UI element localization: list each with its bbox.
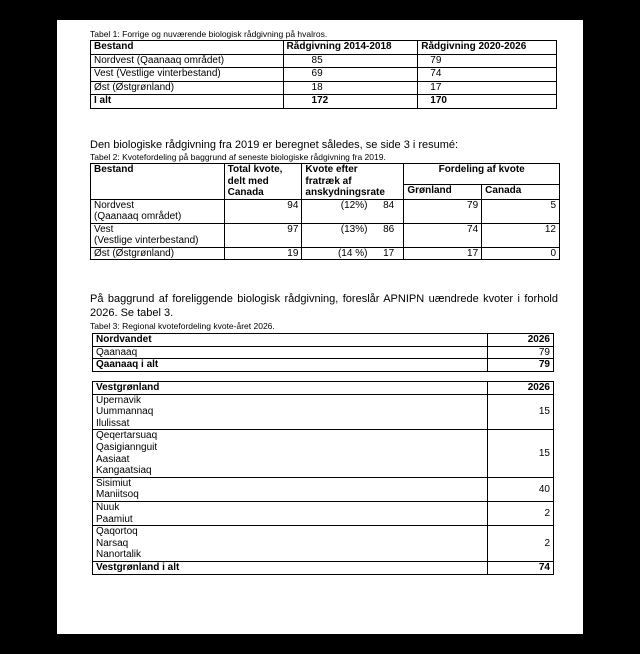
t2-header-kvote	[302, 164, 404, 200]
t2-pct: (12%)	[340, 199, 368, 211]
t1-header-2014: Rådgivning 2014-2018	[283, 41, 418, 55]
t1-cell: 74	[418, 68, 557, 82]
t3-year: 2026	[488, 382, 554, 395]
t1-header-bestand: Bestand	[91, 41, 284, 55]
t3-place: Qeqertarsuaq	[93, 430, 488, 442]
t3-vest-total-value: 74	[488, 561, 554, 574]
t3-vest-header: Vestgrønland	[93, 382, 488, 395]
t3-place: Aasiaat	[93, 454, 488, 466]
t2-pct: (13%)	[340, 223, 368, 235]
t3-place: Qaqortoq	[93, 526, 488, 538]
t3-place: Maniitsoq	[93, 489, 488, 501]
t3-group-value: 2	[488, 526, 554, 562]
table-row	[93, 430, 554, 442]
t2-gronland: 74	[404, 223, 482, 247]
table-row	[93, 501, 554, 513]
table-row	[91, 68, 557, 82]
t3-group-value: 2	[488, 501, 554, 525]
table-row	[93, 454, 554, 466]
t3-place: Paamiut	[93, 514, 488, 526]
t3-group-value: 15	[488, 394, 554, 430]
t2-pct: (14 %)	[337, 247, 368, 259]
t2-name-line: (Vestlige vinterbestand)	[94, 235, 199, 246]
t2-row-name	[91, 223, 225, 247]
t3-nord-header: Nordvandet	[93, 334, 488, 347]
table-row	[93, 489, 554, 501]
table-row	[91, 81, 557, 95]
t1-cell: Øst (Østgrønland)	[91, 81, 284, 95]
table-row	[93, 549, 554, 561]
t2-kvote	[302, 199, 404, 223]
t1-total-label: I alt	[91, 95, 284, 109]
t2-header-kvote-line: anskydningsrate	[305, 187, 385, 198]
t1-cell: 85	[283, 54, 418, 68]
t2-row-name	[91, 199, 225, 223]
t2-name-line: Vest	[94, 223, 114, 235]
t2-header-bestand: Bestand	[91, 164, 225, 200]
t3-group-value: 15	[488, 430, 554, 477]
t2-total: 97	[224, 223, 302, 247]
t2-header-kvote-line: fratræk af	[305, 175, 352, 187]
t3-place: Sisimiut	[93, 477, 488, 489]
table-row	[93, 418, 554, 430]
t2-after: 17	[383, 247, 395, 259]
table-row	[93, 394, 554, 406]
table-row	[91, 199, 560, 223]
table-row	[91, 247, 560, 260]
t2-canada: 12	[482, 223, 560, 247]
t2-header-total	[224, 164, 302, 200]
table-row	[93, 346, 554, 359]
table1-caption: Tabel 1: Forrige og nuværende biologisk rådgivning på hvalros.	[90, 29, 328, 39]
t3-place: Kangaatsiaq	[93, 465, 488, 477]
table-row	[93, 538, 554, 550]
table-row	[91, 95, 557, 109]
t3-value: 79	[488, 346, 554, 359]
table-row	[93, 442, 554, 454]
t2-kvote	[302, 247, 404, 260]
t2-header-total-line: Total kvote,	[227, 164, 283, 175]
t2-gronland: 79	[404, 199, 482, 223]
t3-qaanaaq-total-value: 79	[488, 359, 554, 372]
t1-cell: Nordvest (Qaanaaq området)	[91, 54, 284, 68]
document-page	[57, 20, 583, 634]
t3-place: Qaanaaq	[93, 346, 488, 359]
t1-total-2020: 170	[418, 95, 557, 109]
table-row	[93, 406, 554, 418]
table3-caption: Tabel 3: Regional kvotefordeling kvote-året 2026.	[90, 321, 275, 331]
t2-header-gronland: Grønland	[404, 185, 482, 200]
table-row	[93, 561, 554, 574]
paragraph-2: På baggrund af foreliggende biologisk rådgivning, foreslår APNIPN uændrede kvoter i forhold 2026. Se tabel 3.	[90, 293, 558, 319]
t1-header-2020: Rådgivning 2020-2026	[418, 41, 557, 55]
table-row	[93, 514, 554, 526]
t3-place: Qasigiannguit	[93, 442, 488, 454]
t2-name-line: Nordvest	[94, 199, 135, 211]
table-row	[93, 465, 554, 477]
t2-row-name: Øst (Østgrønland)	[91, 247, 225, 260]
t3-place: Nanortalik	[93, 549, 488, 561]
t2-gronland: 17	[404, 247, 482, 260]
table-row	[93, 359, 554, 372]
t3-qaanaaq-total: Qaanaaq i alt	[93, 359, 488, 372]
t2-after: 84	[383, 199, 395, 211]
t3-place: Nuuk	[93, 501, 488, 513]
t2-name-line: (Qaanaaq området)	[94, 211, 182, 222]
table-row	[93, 526, 554, 538]
paragraph-1: Den biologiske rådgivning fra 2019 er beregnet således, se side 3 i resumé:	[90, 139, 459, 151]
t3-year: 2026	[488, 334, 554, 347]
t1-cell: 17	[418, 81, 557, 95]
table-row	[91, 54, 557, 68]
t2-canada: 5	[482, 199, 560, 223]
table-row	[91, 223, 560, 247]
t3-place: Ilulissat	[93, 418, 488, 430]
t2-after: 86	[383, 223, 395, 235]
t3-vest-total: Vestgrønland i alt	[93, 561, 488, 574]
t1-total-2014: 172	[283, 95, 418, 109]
t2-header-kvote-line: Kvote efter	[305, 164, 358, 175]
t3-place: Upernavik	[93, 394, 488, 406]
table3-nordvandet	[92, 333, 554, 372]
table2-caption: Tabel 2: Kvotefordeling på baggrund af seneste biologiske rådgivning fra 2019.	[90, 152, 386, 162]
table-row	[93, 477, 554, 489]
t2-header-fordeling: Fordeling af kvote	[404, 164, 560, 185]
t1-cell: Vest (Vestlige vinterbestand)	[91, 68, 284, 82]
t1-cell: 69	[283, 68, 418, 82]
t1-cell: 18	[283, 81, 418, 95]
table3-vestgronland	[92, 381, 554, 575]
table1	[90, 40, 557, 109]
t2-header-canada: Canada	[482, 185, 560, 200]
t2-total: 19	[224, 247, 302, 260]
t3-group-value: 40	[488, 477, 554, 501]
t3-place: Narsaq	[93, 538, 488, 550]
t2-total: 94	[224, 199, 302, 223]
t2-header-total-line: delt med	[227, 175, 269, 187]
t2-header-total-line: Canada	[227, 187, 264, 198]
t3-place: Uummannaq	[93, 406, 488, 418]
t2-canada: 0	[482, 247, 560, 260]
t1-cell: 79	[418, 54, 557, 68]
t2-kvote	[302, 223, 404, 247]
table2	[90, 163, 560, 260]
